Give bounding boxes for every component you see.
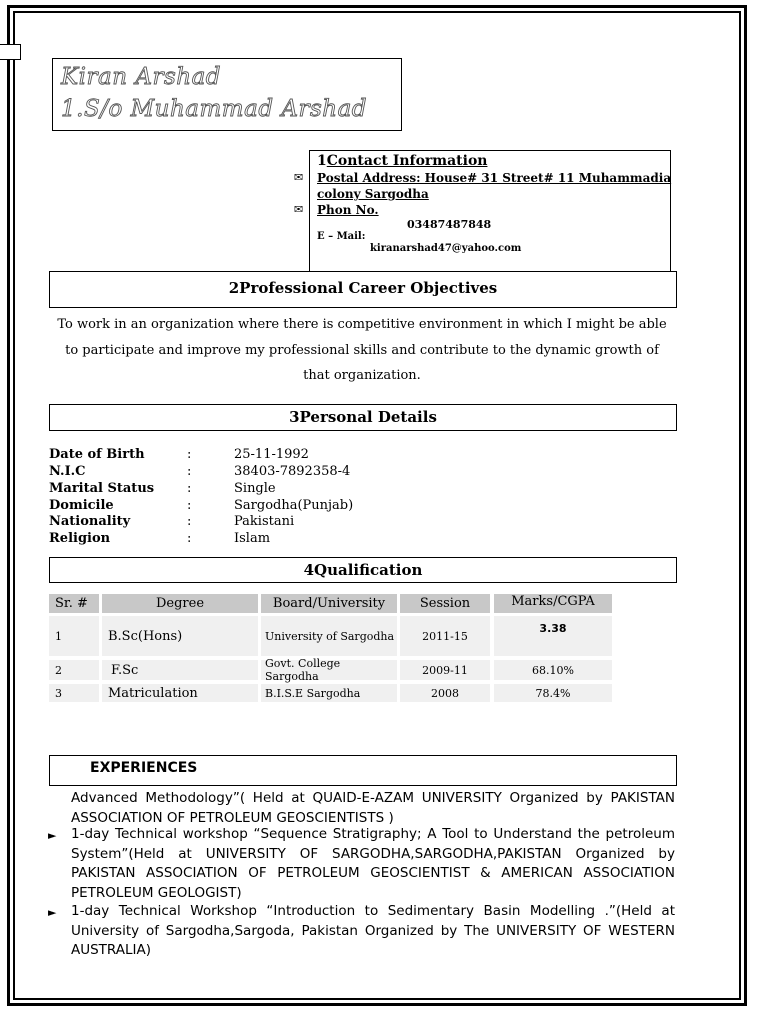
table-cell: 2011-15 [400,616,490,656]
experiences-heading-box [49,755,677,786]
experience-continued: Advanced Methodology”( Held at QUAID-E-AZAM UNIVERSITY Organized by PAKISTAN ASSOCIATION OF PETROLEUM GEOSCIENTISTS ) [71,790,675,826]
email-label: E – Mail: [317,231,366,242]
email-address: kiranarshad47@yahoo.com [370,243,522,254]
table-cell: 3 [49,684,99,702]
table-cell: Matriculation [102,684,258,702]
pd-colon: : [187,464,192,479]
table-cell: B.I.S.E Sargodha [261,684,397,702]
contact-title [317,153,487,169]
table-cell: F.Sc [102,660,258,680]
table-header-degree: Degree [102,594,258,613]
experience-item: 1-day Technical Workshop “Introduction to Sedimentary Basin Modelling .”(Held at University of Sargodha,Sargoda, Pakistan Organized by The UNIVERSITY OF WESTERN AUSTRALIA) [71,903,675,958]
contact-box [309,150,671,271]
envelope-icon: ✉ [294,203,304,216]
pd-colon: : [187,481,192,496]
qualification-heading: 4Qualification [49,557,677,583]
pd-value: 25-11-1992 [234,447,309,462]
postal-address: Postal Address: House# 31 Street# 11 Muhammadia [317,171,672,185]
table-cell: 68.10% [494,660,612,680]
pd-label: Marital Status [49,481,155,496]
pd-value: Single [234,481,276,496]
corner-marker [0,44,21,60]
objective-text: To work in an organization where there is competitive environment in which I might be able to participate and improve my professional skills and contribute to the dynamic growth of that organization. [57,317,667,383]
candidate-name: Kiran Arshad [61,64,222,90]
objectives-heading: 2Professional Career Objectives [49,271,677,308]
contact-title-text: Contact Information [326,153,488,169]
postal-address-line2: colony Sargodha [317,187,429,201]
pd-label: Date of Birth [49,447,145,462]
candidate-parent: 1.S/o Muhammad Arshad [61,96,368,122]
pd-colon: : [187,531,192,546]
pd-colon: : [187,447,192,462]
pd-value: Sargodha(Punjab) [234,498,354,513]
table-header-marks: Marks/CGPA [494,594,612,613]
experience-item: 1-day Technical workshop “Sequence Stratigraphy; A Tool to Understand the petroleum System”(Held at UNIVERSITY OF SARGODHA,SARGODHA,PAKISTAN Organized by PAKISTAN ASSOCIATION OF PETROLEUM GEOSCIENTIST & AMERICAN ASSOCIATION PETROLEUM GEOLOGIST) [71,826,675,901]
table-cell: 1 [49,616,99,656]
name-box [52,58,402,131]
bullet-arrow-icon: ► [48,906,57,919]
table-cell: University of Sargodha [261,616,397,656]
phone-label: Phon No. [317,203,379,217]
table-header-sr: Sr. # [49,594,99,613]
table-cell: 2 [49,660,99,680]
experiences-heading: EXPERIENCES [90,760,198,776]
pd-colon: : [187,514,192,529]
pd-label: Domicile [49,498,114,513]
table-cell: 2009-11 [400,660,490,680]
table-cell: 3.38 [494,616,612,656]
pd-value: 38403-7892358-4 [234,464,351,479]
pd-label: N.I.C [49,464,86,479]
pd-label: Nationality [49,514,131,529]
pd-colon: : [187,498,192,513]
table-header-board: Board/University [261,594,397,613]
bullet-arrow-icon: ► [48,829,57,842]
table-cell: 2008 [400,684,490,702]
pd-value: Pakistani [234,514,295,529]
table-cell: Govt. College Sargodha [261,660,397,680]
pd-label: Religion [49,531,111,546]
table-cell: B.Sc(Hons) [102,616,258,656]
phone-number: 03487487848 [407,218,492,231]
envelope-icon: ✉ [294,171,304,184]
contact-number: 1 [317,153,327,169]
table-cell: 78.4% [494,684,612,702]
pd-value: Islam [234,531,271,546]
table-header-session: Session [400,594,490,613]
personal-details-heading: 3Personal Details [49,404,677,431]
